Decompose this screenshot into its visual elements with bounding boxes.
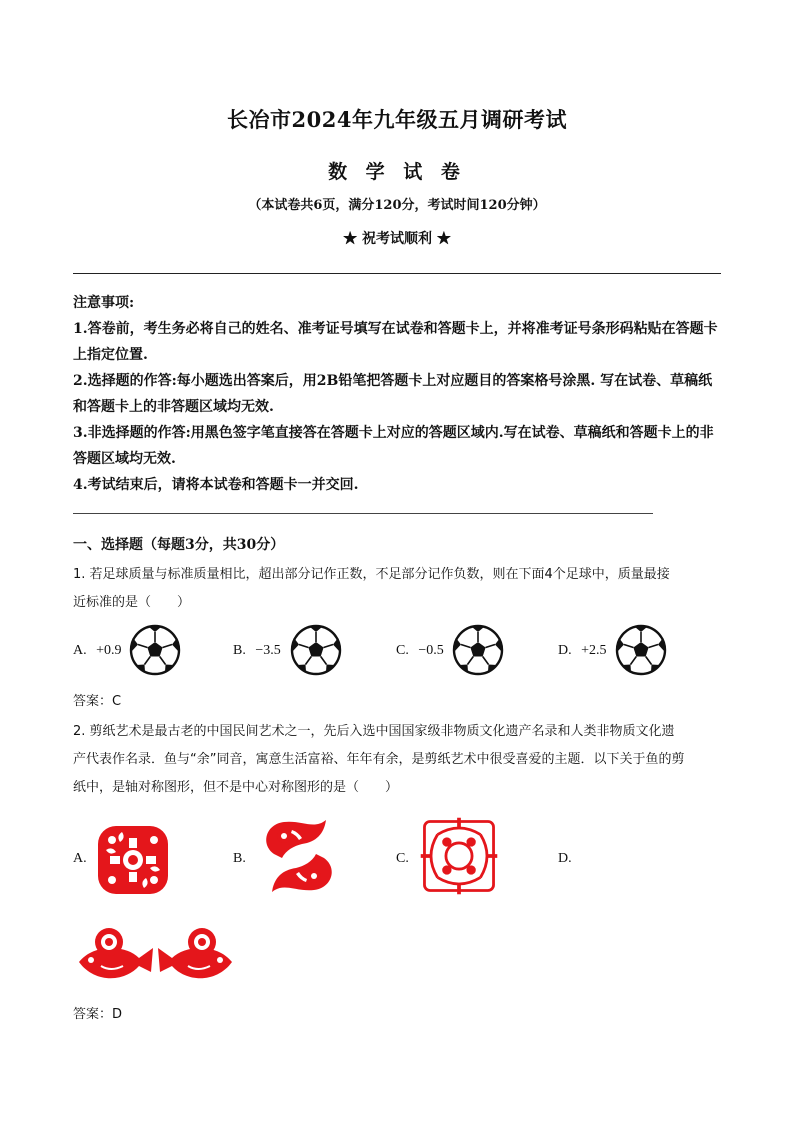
option-d	[558, 643, 607, 659]
option-b-letter: B.	[233, 851, 246, 866]
notice-item: 3.非选择题的作答:用黑色签字笔直接答在答题卡上对应的答题区域内.写在试卷、草稿纸和答题卡上的非答题区域均无效.	[73, 425, 714, 467]
fish-papercut-b-icon	[254, 814, 344, 898]
option-c-value: −0.5	[418, 643, 444, 658]
option-d-letter: D.	[558, 643, 572, 658]
option-c-letter: C.	[396, 643, 409, 658]
notice-block	[73, 290, 723, 498]
question-1-answer: 答案：C	[73, 694, 122, 709]
soccer-ball-icon	[452, 624, 504, 676]
question-2-line-1: 2. 剪纸艺术是最古老的中国民间艺术之一，先后入选中国国家级非物质文化遗产名录和人类非物质文化遗	[73, 724, 675, 739]
question-1-stem	[73, 561, 723, 617]
notice-divider	[73, 513, 653, 514]
exam-wish: ★ 祝考试顺利 ★	[343, 231, 451, 247]
option-b-value: −3.5	[255, 643, 281, 658]
option-c	[396, 643, 444, 659]
notice-item: 4.考试结束后，请将本试卷和答题卡一并交回.	[73, 477, 359, 493]
option-a-letter: A.	[73, 851, 87, 866]
soccer-ball-icon	[290, 624, 342, 676]
notice-heading: 注意事项:	[73, 295, 135, 311]
fish-papercut-a-icon	[88, 818, 178, 902]
option-b-letter: B.	[233, 643, 246, 658]
soccer-ball-icon	[615, 624, 667, 676]
exam-subtitle: 数 学 试 卷	[328, 161, 466, 183]
option-a-letter: A.	[73, 643, 87, 658]
option-c-letter: C.	[396, 851, 409, 866]
soccer-ball-icon	[129, 624, 181, 676]
question-2-line-2: 产代表作名录．鱼与“余”同音，寓意生活富裕、年年有余，是剪纸艺术中很受喜爱的主题．以下关于鱼的剪	[73, 752, 685, 767]
question-2-answer: 答案：D	[73, 1007, 123, 1022]
option-b	[233, 643, 281, 659]
notice-item: 1.答卷前，考生务必将自己的姓名、准考证号填写在试卷和答题卡上，并将准考证号条形码粘贴在答题卡上指定位置.	[73, 321, 718, 363]
fish-papercut-d-icon	[73, 922, 238, 992]
fish-papercut-c-icon	[414, 814, 504, 898]
question-2-line-3: 纸中，是轴对称图形，但不是中心对称图形的是（ ）	[73, 780, 399, 795]
option-a	[73, 643, 122, 659]
section-heading: 一、选择题（每题3分，共30分）	[73, 537, 285, 553]
option-d-value: +2.5	[581, 643, 607, 658]
question-1-line-1: 1. 若足球质量与标准质量相比，超出部分记作正数，不足部分记作负数，则在下面4个足球中，质量最接	[73, 567, 670, 582]
notice-item: 2.选择题的作答:每小题选出答案后，用2B铅笔把答题卡上对应题目的答案格号涂黑. 写在试卷、草稿纸和答题卡上的非答题区域均无效.	[73, 373, 713, 415]
question-2-stem	[73, 718, 723, 802]
question-1-line-2: 近标准的是（ ）	[73, 595, 191, 610]
option-d-letter: D.	[558, 851, 572, 866]
option-a-value: +0.9	[96, 643, 122, 658]
exam-note: （本试卷共6页，满分120分，考试时间120分钟）	[248, 198, 546, 213]
exam-title: 长冶市2024年九年级五月调研考试	[227, 107, 567, 132]
header-divider	[73, 273, 721, 274]
